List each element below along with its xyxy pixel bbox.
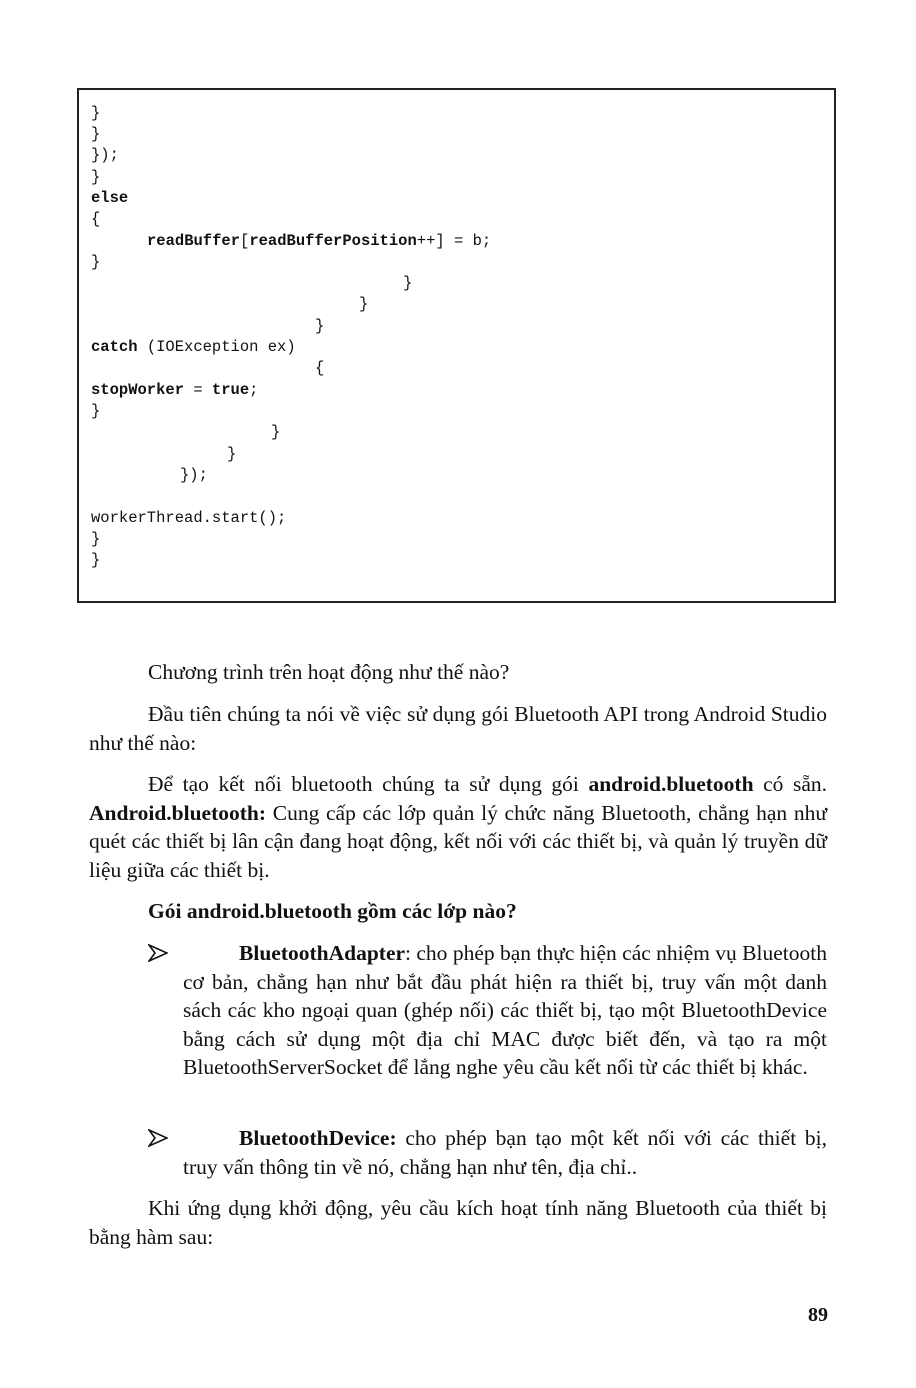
arrow-bullet-icon (148, 1124, 172, 1147)
code-line: } (271, 423, 281, 441)
arrow-bullet-icon (148, 939, 172, 962)
code-line: } (91, 402, 101, 420)
code-line: } (91, 530, 101, 548)
code-line-readbuffer: readBuffer[readBufferPosition++] = b; (147, 232, 492, 250)
code-line: } (315, 317, 325, 335)
code-listing (77, 88, 836, 603)
code-line: } (359, 295, 369, 313)
code-line: }); (91, 146, 119, 164)
code-line-stopworker: stopWorker = true; (91, 381, 259, 399)
code-line: } (227, 445, 237, 463)
paragraph-question: Chương trình trên hoạt động như thế nào? (148, 660, 510, 684)
bullet-bluetooth-adapter: BluetoothAdapter: cho phép bạn thực hiện các nhiệm vụ Bluetooth cơ bản, chẳng hạn như bắt đầu phát hiện ra thiết bị, truy vấn một danh sách các kho ngoại quan (ghép nối) các thiết bị, tạo một BluetoothDevice bằng cách sử dụng một địa chỉ MAC được biết đến, và tạo ra một BluetoothServerSocket để lắng nghe yêu cầu kết nối từ các thiết bị khác. (148, 939, 827, 1082)
code-line: { (91, 210, 101, 228)
paragraph-android-bluetooth: Để tạo kết nối bluetooth chúng ta sử dụng gói android.bluetooth có sẵn. Android.bluetooth: Cung cấp các lớp quản lý chức năng Bluetooth, chẳng hạn như quét các thiết bị lân cận đang hoạt động, kết nối với các thiết bị, và quản lý truyền dữ liệu giữa các thiết bị. (89, 772, 827, 882)
code-line: else (91, 189, 129, 207)
code-line: }); (180, 466, 208, 484)
code-line: } (91, 125, 101, 143)
code-line: { (315, 359, 325, 377)
code-line: workerThread.start(); (91, 509, 287, 527)
section-heading: Gói android.bluetooth gồm các lớp nào? (148, 899, 517, 923)
paragraph-closing: Khi ứng dụng khởi động, yêu cầu kích hoạt tính năng Bluetooth của thiết bị bằng hàm sau: (89, 1196, 827, 1249)
page-number: 89 (808, 1304, 828, 1326)
bullet-bluetooth-device: BluetoothDevice: cho phép bạn tạo một kết nối với các thiết bị, truy vấn thông tin về nó, chẳng hạn như tên, địa chỉ.. (148, 1124, 827, 1181)
code-line: } (91, 168, 101, 186)
code-line: } (91, 551, 101, 569)
paragraph-intro: Đầu tiên chúng ta nói về việc sử dụng gói Bluetooth API trong Android Studio như thế nào: (89, 702, 827, 755)
code-line: } (91, 104, 101, 122)
code-line: } (91, 253, 101, 271)
code-line: } (403, 274, 413, 292)
code-line-catch: catch (IOException ex) (91, 338, 296, 356)
